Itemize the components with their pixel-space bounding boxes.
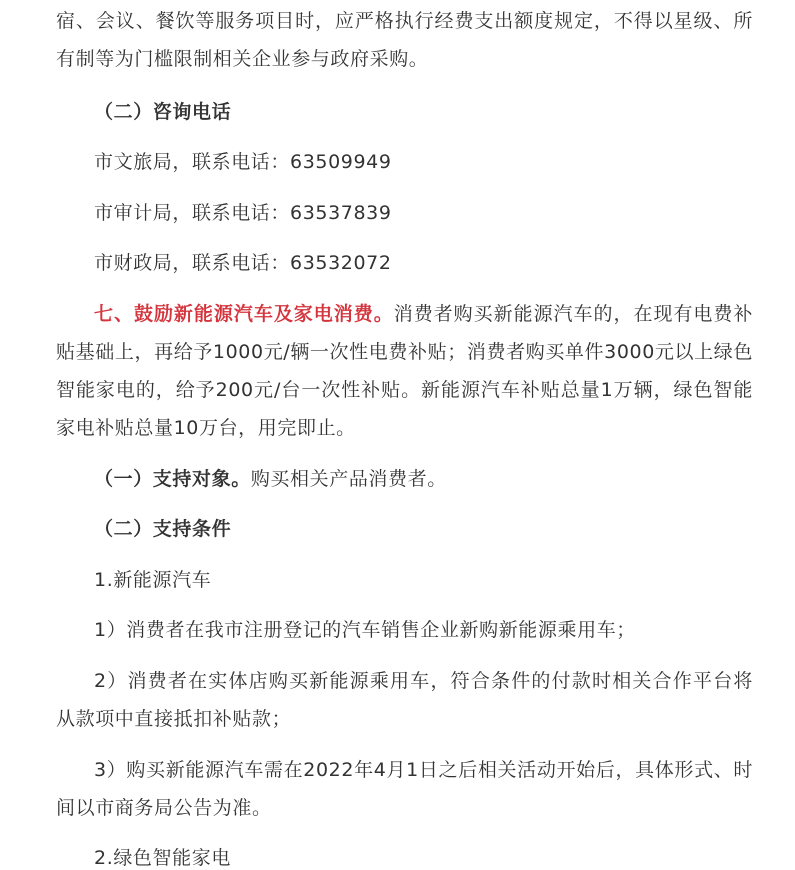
support-conditions-heading: （二）支持条件 [94, 518, 232, 540]
section-7-body: 消费者购买新能源汽车的，在现有电费补贴基础上，再给予1000元/辆一次性电费补贴；消费者购买单件3000元以上绿色智能家电的，给予200元/台一次性补贴。新能源汽车补贴总量1万辆，绿色智能家电补贴总量10万台，用完即止。 [56, 303, 753, 439]
section-7-paragraph [56, 295, 753, 447]
support-target-heading: （一）支持对象。 [94, 468, 251, 490]
support-target-body: 购买相关产品消费者。 [250, 468, 447, 490]
item-nev: 1.新能源汽车 [94, 569, 212, 591]
item-nev-condition-2: 2）消费者在实体店购买新能源乘用车，符合条件的付款时相关合作平台将从款项中直接抵扣补贴款； [56, 670, 753, 730]
phone-culture-tourism: 市文旅局，联系电话：63509949 [94, 151, 392, 173]
intro-paragraph: 宿、会议、餐饮等服务项目时，应严格执行经费支出额度规定，不得以星级、所有制等为门槛限制相关企业参与政府采购。 [56, 10, 753, 70]
phone-audit: 市审计局，联系电话：63537839 [94, 202, 392, 224]
support-target-paragraph [56, 460, 753, 498]
item-smart-appliance: 2.绿色智能家电 [94, 847, 231, 869]
phone-finance: 市财政局，联系电话：63532072 [94, 252, 392, 274]
item-nev-condition-1: 1）消费者在我市注册登记的汽车销售企业新购新能源乘用车； [94, 619, 636, 641]
item-nev-condition-3: 3）购买新能源汽车需在2022年4月1日之后相关活动开始后，具体形式、时间以市商务局公告为准。 [56, 759, 753, 819]
section-7-heading: 七、鼓励新能源汽车及家电消费。 [94, 303, 394, 325]
consult-heading: （二）咨询电话 [94, 101, 232, 123]
